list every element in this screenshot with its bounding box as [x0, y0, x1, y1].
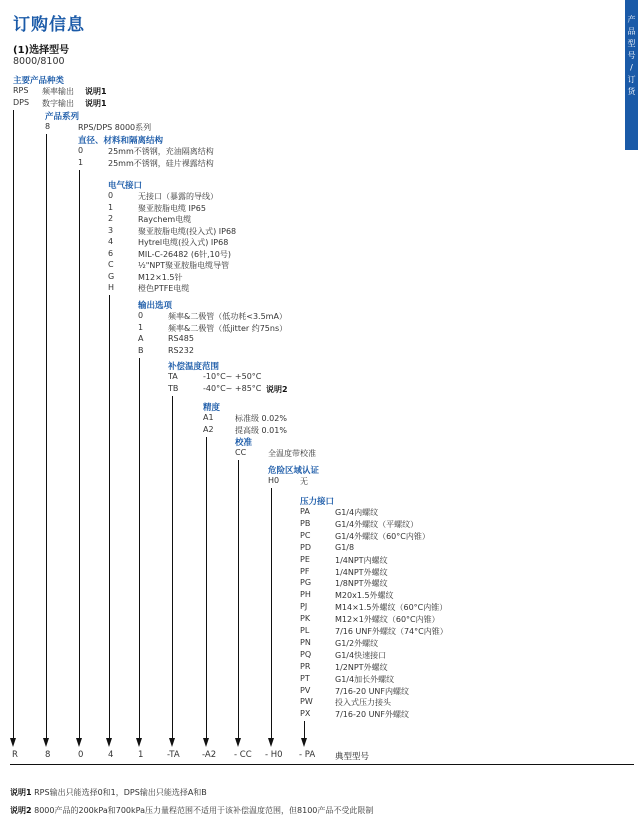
section-heading-pressure: 压力接口 [300, 497, 335, 507]
section-heading-temp: 补偿温度范围 [168, 362, 220, 372]
option-code: 0 [78, 146, 84, 155]
arrow-icon [43, 738, 49, 747]
option-desc: Raychem电缆 [138, 215, 192, 224]
option-desc: G1/4内螺纹 [335, 508, 379, 517]
page-title: 订购信息 [13, 15, 85, 35]
option-code: PC [300, 530, 311, 540]
note-2 [10, 805, 373, 816]
option-code: DPS [13, 97, 30, 107]
section-heading-calib: 校准 [235, 438, 253, 448]
option-desc: G1/4快速接口 [335, 650, 387, 660]
option-code: RPS [13, 86, 29, 95]
arrow-icon [203, 738, 209, 747]
arrow-icon [169, 738, 175, 747]
side-tab-char: / [630, 63, 633, 72]
option-code: 1 [78, 157, 84, 167]
option-desc: G1/4外螺纹（60°C内锥） [335, 531, 430, 541]
option-desc: 25mm不锈钢，充油隔离结构 [108, 147, 214, 156]
option-desc: 频率&二极管（低功耗<3.5mA） [168, 312, 287, 321]
option-desc: Hytrel电缆(投入式) IP68 [138, 238, 229, 247]
typical-part: - CC [234, 750, 252, 760]
option-note: 说明1 [85, 98, 107, 108]
section-heading-accuracy: 精度 [203, 403, 221, 413]
option-desc: 频率&二极管（低jitter 约75ns） [168, 323, 288, 333]
typical-part: 8 [45, 750, 51, 760]
option-desc: -40°C~ +85°C [203, 383, 262, 393]
typical-part: -A2 [202, 750, 217, 760]
option-code: PV [300, 685, 311, 695]
typical-part: 4 [108, 750, 114, 760]
option-desc: 橙色PTFE电缆 [138, 284, 190, 293]
typical-part: - PA [299, 750, 316, 760]
option-code: PH [300, 590, 311, 600]
option-code: A [138, 334, 144, 343]
option-desc: 提高级 0.01% [235, 425, 287, 435]
connector-line [172, 396, 173, 741]
option-desc: 无接口（暴露的导线） [138, 192, 218, 201]
option-code: PJ [300, 602, 308, 612]
subtitle: (1)选择型号 [13, 45, 70, 56]
arrow-icon [301, 738, 307, 747]
side-tab-label [625, 14, 638, 98]
side-tab-char: 型 [627, 39, 636, 48]
option-code: 1 [108, 202, 114, 212]
section-heading-main_type: 主要产品种类 [13, 76, 65, 86]
option-desc: 7/16-20 UNF外螺纹 [335, 710, 410, 720]
arrow-icon [106, 738, 112, 747]
option-code: PQ [300, 649, 312, 659]
option-code: CC [235, 448, 247, 457]
side-tab-char: 品 [627, 27, 636, 36]
option-code: PN [300, 637, 311, 647]
section-heading-output: 输出选项 [138, 301, 173, 311]
connector-line [13, 110, 14, 741]
side-tab-char: 货 [627, 87, 636, 96]
note-label: 说明2 [10, 806, 32, 815]
option-desc: MIL-C-26482 (6针,10号) [138, 249, 231, 259]
option-code: 3 [108, 225, 114, 235]
arrow-icon [136, 738, 142, 747]
option-code: PL [300, 626, 310, 635]
option-desc: 聚亚胺脂电缆(投入式) IP68 [138, 226, 237, 236]
arrow-icon [76, 738, 82, 747]
option-desc: G1/4外螺纹（平螺纹） [335, 519, 419, 529]
option-desc: -10°C~ +50°C [203, 372, 262, 381]
note-text: RPS输出只能选择0和1，DPS输出只能选择A和B [31, 788, 207, 797]
connector-line [139, 358, 140, 741]
option-desc: 25mm不锈钢，硅片裸露结构 [108, 158, 214, 168]
option-desc: M12×1.5针 [138, 272, 183, 282]
typical-part: 0 [78, 750, 84, 760]
connector-line [271, 488, 272, 740]
option-desc: 聚亚胺脂电缆 IP65 [138, 203, 206, 213]
option-code: PE [300, 554, 310, 564]
option-desc: 1/4NPT内螺纹 [335, 555, 388, 565]
option-desc: 投入式压力接头 [335, 698, 391, 708]
connector-line [206, 437, 207, 741]
connector-line [46, 134, 47, 740]
option-code: PR [300, 661, 311, 671]
option-desc: 数字输出 [42, 98, 74, 108]
option-code: PF [300, 566, 310, 576]
section-heading-electrical: 电气接口 [108, 181, 143, 191]
option-code: 8 [45, 122, 51, 131]
option-code: PA [300, 507, 310, 516]
option-desc: M12×1外螺纹（60°C内锥） [335, 615, 440, 625]
option-desc: RS232 [168, 345, 194, 355]
option-desc: G1/8 [335, 542, 355, 552]
option-code: 2 [108, 214, 114, 223]
section-heading-diameter: 直径、材料和隔离结构 [78, 136, 164, 146]
option-desc: 1/8NPT外螺纹 [335, 579, 388, 589]
option-code: H [108, 283, 115, 292]
note-text: 8000产品的200kPa和700kPa压力量程范围不适用于该补偿温度范围，但8100产品不受此限制 [31, 806, 374, 815]
arrow-icon [235, 738, 241, 747]
option-desc: RPS/DPS 8000系列 [78, 123, 152, 132]
option-code: PK [300, 614, 311, 624]
connector-line [238, 460, 239, 740]
option-note: 说明2 [266, 384, 288, 394]
option-code: 0 [138, 311, 144, 320]
option-code: H0 [268, 476, 280, 485]
option-code: TB [168, 383, 179, 393]
model-number: 8000/8100 [13, 56, 65, 67]
note-label: 说明1 [10, 788, 32, 797]
option-code: PD [300, 542, 311, 552]
option-code: PG [300, 578, 312, 588]
option-desc: ½"NPT聚亚胺脂电缆导管 [138, 261, 230, 270]
option-code: TA [168, 372, 178, 381]
side-tab-char: 产 [627, 15, 636, 24]
option-code: PW [300, 697, 313, 707]
section-heading-series: 产品系列 [45, 112, 80, 122]
option-desc: 7/16-20 UNF内螺纹 [335, 686, 410, 696]
divider [10, 764, 634, 765]
option-code: PX [300, 709, 311, 719]
option-desc: M20x1.5外螺纹 [335, 591, 394, 601]
option-desc: RS485 [168, 334, 194, 343]
option-code: 4 [108, 237, 114, 246]
option-desc: M14×1.5外螺纹（60°C内锥） [335, 603, 448, 613]
typical-label: 典型型号 [335, 752, 370, 762]
typical-part: -TA [167, 750, 180, 760]
option-code: B [138, 345, 144, 355]
option-desc: G1/2外螺纹 [335, 638, 379, 648]
option-code: PT [300, 673, 310, 683]
side-tab-char: 订 [627, 75, 636, 84]
option-code: PB [300, 518, 311, 528]
side-tab-char: 号 [627, 51, 636, 60]
connector-line [79, 170, 80, 741]
typical-part: R [12, 750, 18, 760]
arrow-icon [268, 738, 274, 747]
option-code: A2 [203, 424, 214, 434]
option-code: C [108, 260, 114, 269]
arrow-icon [10, 738, 16, 747]
option-desc: 1/4NPT外螺纹 [335, 567, 388, 577]
option-desc: 全温度带校准 [268, 449, 316, 458]
section-heading-hazard: 危险区域认证 [268, 466, 320, 476]
connector-line [109, 295, 110, 740]
option-code: 6 [108, 248, 114, 258]
option-desc: 无 [300, 477, 308, 486]
option-desc: 标准级 0.02% [235, 414, 287, 423]
option-code: G [108, 271, 115, 281]
note-1 [10, 787, 207, 798]
option-code: 0 [108, 191, 114, 200]
option-desc: G1/4加长外螺纹 [335, 674, 395, 684]
option-desc: 1/2NPT外螺纹 [335, 662, 388, 672]
option-desc: 频率输出 [42, 87, 74, 96]
typical-part: 1 [138, 750, 144, 760]
option-code: A1 [203, 413, 214, 422]
option-code: 1 [138, 322, 144, 332]
typical-part: - H0 [265, 750, 283, 760]
option-desc: 7/16 UNF外螺纹（74°C内锥） [335, 627, 448, 636]
side-tab [625, 0, 638, 150]
option-note: 说明1 [85, 87, 107, 96]
